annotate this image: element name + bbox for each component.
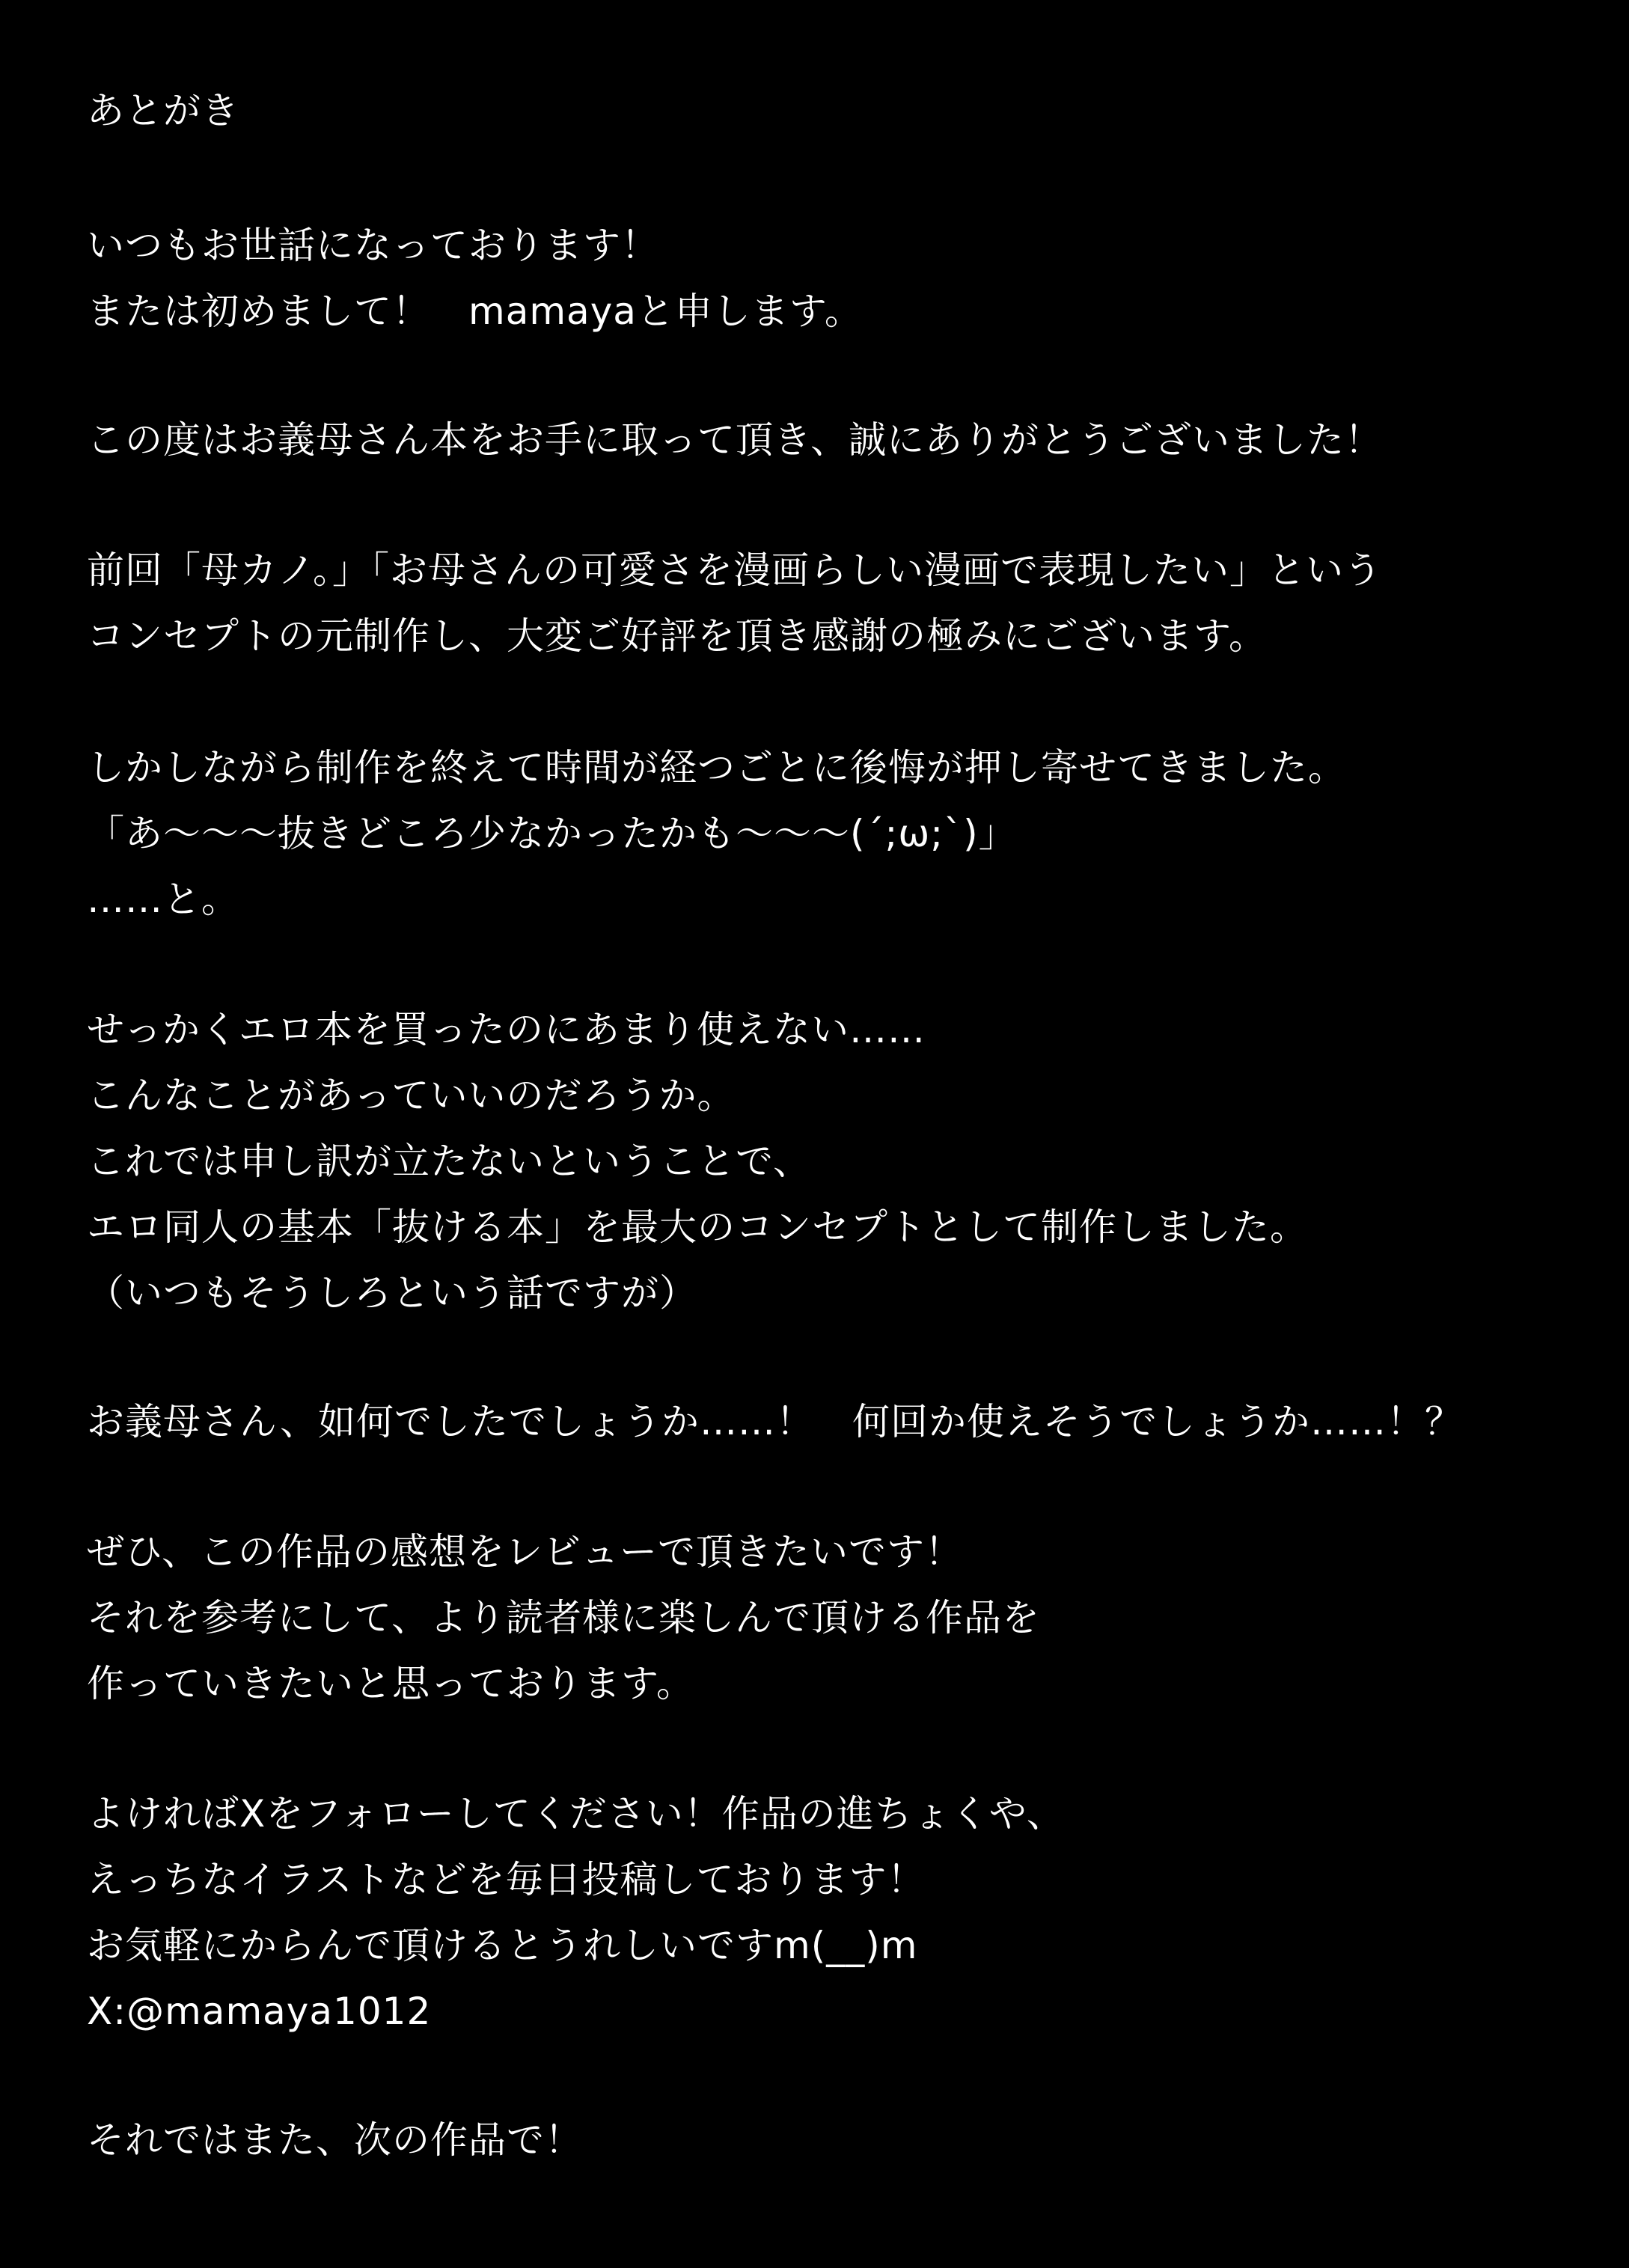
greeting-line-1: いつもお世話になっております！ (87, 224, 659, 267)
review-line-3: 作っていきたいと思っております。 (87, 1662, 694, 1705)
review-line-1: ぜひ、この作品の感想をレビューで頂きたいです！ (87, 1530, 963, 1574)
concept-line-3: これでは申し訳が立たないということで、 (87, 1140, 811, 1183)
review-line-2: それを参考にして、より読者様に楽しんで頂ける作品を (87, 1596, 1040, 1639)
afterword-title: あとがき (87, 89, 239, 132)
thanks-line: この度はお義母さん本をお手に取って頂き、誠にありがとうございました！ (87, 418, 1383, 462)
follow-line-1: よければXをフォローしてください！作品の進ちょくや、 (87, 1792, 1065, 1836)
closing-line: それではまた、次の作品で！ (87, 2118, 583, 2162)
concept-line-4: エロ同人の基本「抜ける本」を最大のコンセプトとして制作しました。 (87, 1205, 1308, 1249)
previous-work-line-2: コンセプトの元制作し、大変ご好評を頂き感謝の極みにございます。 (87, 614, 1267, 658)
x-handle: X:@mamaya1012 (87, 1990, 432, 2033)
follow-line-2: えっちなイラストなどを毎日投稿しております！ (87, 1858, 926, 1901)
follow-line-3: お気軽にからんで頂けるとうれしいですm(__)m (87, 1924, 918, 1967)
concept-line-2: こんなことがあっていいのだろうか。 (87, 1074, 736, 1117)
greeting-line-2: または初めまして！ mamayaと申します。 (87, 290, 863, 333)
concept-line-1: せっかくエロ本を買ったのにあまり使えない…… (87, 1008, 926, 1051)
regret-line-3: ……と。 (87, 878, 239, 921)
regret-line-2: 「あ～～～抜きどころ少なかったかも～～～(´;ω;`)」 (87, 812, 1017, 855)
concept-line-5: （いつもそうしろという話ですが） (87, 1271, 697, 1315)
regret-line-1: しかしながら制作を終えて時間が経つごとに後悔が押し寄せてきました。 (87, 746, 1346, 789)
question-line: お義母さん、如何でしたでしょうか……！ 何回か使えそうでしょうか……！？ (87, 1400, 1463, 1443)
previous-work-line-1: 前回「母カノ。」「お母さんの可愛さを漫画らしい漫画で表現したい」という (87, 548, 1382, 592)
